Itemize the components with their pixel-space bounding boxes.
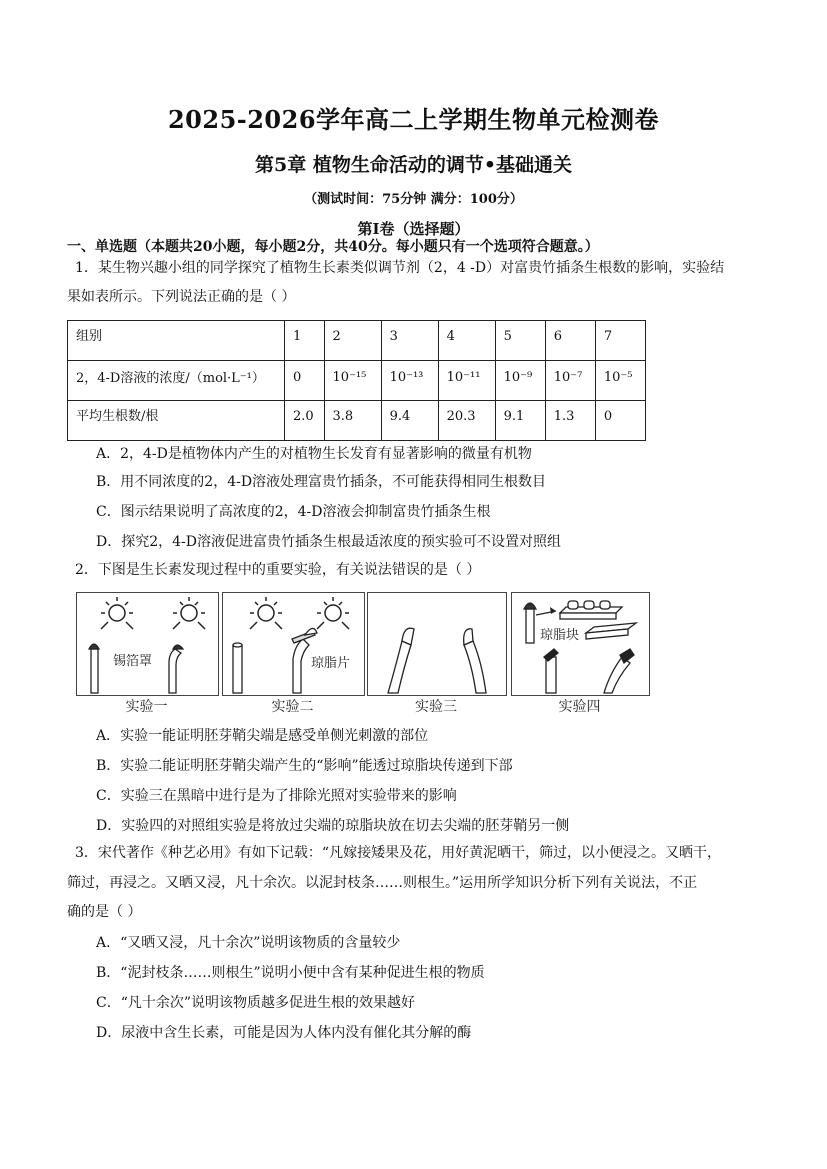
arrow-icon bbox=[550, 607, 556, 614]
table-row-root-count bbox=[68, 401, 646, 441]
sun-icon bbox=[250, 597, 282, 629]
experiment-1-drawing bbox=[77, 593, 218, 695]
group-cell: 3 bbox=[381, 321, 438, 361]
group-cell: 6 bbox=[545, 321, 595, 361]
root-count-cell: 3.8 bbox=[324, 401, 381, 441]
q1-option-d: D．探究2，4-D溶液促进富贵竹插条生根最适浓度的预实验可不设置对照组 bbox=[96, 534, 561, 550]
concentration-cell: 10⁻¹⁵ bbox=[324, 361, 381, 401]
q1-data-table bbox=[67, 320, 646, 441]
agar-block-tray bbox=[560, 601, 622, 619]
sun-icon bbox=[173, 597, 205, 629]
root-count-cell: 1.3 bbox=[545, 401, 595, 441]
q3-option-d: D．尿液中含生长素，可能是因为人体内没有催化其分解的酶 bbox=[96, 1025, 472, 1041]
row-header-group: 组别 bbox=[68, 321, 285, 361]
coleoptile-shape bbox=[524, 603, 536, 643]
experiment-1-panel bbox=[76, 592, 219, 696]
experiment-2-drawing bbox=[223, 593, 364, 695]
q3-option-a: A．“又晒又浸，凡十余次”说明该物质的含量较少 bbox=[96, 935, 401, 951]
root-count-cell: 9.1 bbox=[495, 401, 545, 441]
q2-option-a: A．实验一能证明胚芽鞘尖端是感受单侧光刺激的部位 bbox=[96, 728, 429, 744]
root-count-cell: 20.3 bbox=[438, 401, 495, 441]
root-count-cell: 0 bbox=[595, 401, 645, 441]
table-row-groups bbox=[68, 321, 646, 361]
sun-icon bbox=[101, 597, 133, 629]
experiment-4-label: 实验四 bbox=[558, 699, 601, 715]
root-count-cell: 9.4 bbox=[381, 401, 438, 441]
coleoptile-shape bbox=[169, 645, 183, 693]
root-count-cell: 2.0 bbox=[285, 401, 325, 441]
q2-option-c: C．实验三在黑暗中进行是为了排除光照对实验带来的影响 bbox=[96, 788, 457, 804]
q3-option-c: C．“凡十余次”说明该物质越多促进生根的效果越好 bbox=[96, 995, 416, 1011]
q1-option-c: C．图示结果说明了高浓度的2，4-D溶液会抑制富贵竹插条生根 bbox=[96, 504, 491, 520]
coleoptile-shape bbox=[604, 649, 634, 693]
concentration-cell: 10⁻⁵ bbox=[595, 361, 645, 401]
row-header-concentration: 2，4-D溶液的浓度/（mol·L⁻¹） bbox=[68, 361, 285, 401]
concentration-cell: 10⁻⁷ bbox=[545, 361, 595, 401]
concentration-cell: 10⁻¹³ bbox=[381, 361, 438, 401]
q3-stem-line1: 3．宋代著作《种艺必用》有如下记载：“凡嫁接矮果及花，用好黄泥晒干，筛过，以小便浸之。又晒干， bbox=[75, 845, 722, 861]
experiment-2-label: 实验二 bbox=[271, 699, 314, 715]
chapter-subtitle: 第5章 植物生命活动的调节•基础通关 bbox=[255, 154, 572, 176]
exam-time-info: （测试时间：75分钟 满分：100分） bbox=[304, 192, 523, 207]
concentration-cell: 10⁻¹¹ bbox=[438, 361, 495, 401]
group-cell: 1 bbox=[285, 321, 325, 361]
q2-stem: 2．下图是生长素发现过程中的重要实验，有关说法错误的是（ ） bbox=[75, 562, 481, 578]
group-cell: 2 bbox=[324, 321, 381, 361]
concentration-cell: 0 bbox=[285, 361, 325, 401]
page-title: 2025-2026学年高二上学期生物单元检测卷 bbox=[167, 105, 660, 134]
group-cell: 7 bbox=[595, 321, 645, 361]
q3-stem-line2: 筛过，再浸之。又晒又浸，凡十余次。以泥封枝条……则根生。”运用所学知识分析下列有关说法，不正 bbox=[67, 875, 698, 891]
agar-block-shape bbox=[586, 623, 636, 639]
q2-option-b: B．实验二能证明胚芽鞘尖端产生的“影响”能透过琼脂块传递到下部 bbox=[96, 758, 513, 774]
experiment-4-panel bbox=[511, 592, 650, 696]
group-cell: 4 bbox=[438, 321, 495, 361]
q3-stem-line3: 确的是（ ） bbox=[67, 904, 142, 920]
q1-option-a: A．2，4-D是植物体内产生的对植物生长发育有显著影响的微量有机物 bbox=[96, 446, 532, 462]
coleoptile-shape bbox=[89, 644, 99, 693]
sun-icon bbox=[317, 597, 349, 629]
volume-heading: 第Ⅰ卷（选择题） bbox=[357, 220, 470, 238]
table-row-concentration bbox=[68, 361, 646, 401]
agar-sheet-label: 琼脂片 bbox=[311, 656, 351, 671]
q1-stem-line2: 果如表所示。下列说法正确的是（ ） bbox=[67, 289, 296, 305]
tin-cap-label: 锡箔罩 bbox=[113, 654, 153, 669]
experiment-3-panel bbox=[367, 592, 507, 696]
q1-option-b: B．用不同浓度的2，4-D溶液处理富贵竹插条，不可能获得相同生根数目 bbox=[96, 474, 547, 490]
coleoptile-shape bbox=[544, 649, 558, 693]
coleoptile-shape bbox=[388, 628, 414, 693]
q3-option-b: B．“泥封枝条……则根生”说明小便中含有某种促进生根的物质 bbox=[96, 965, 485, 981]
row-header-root-count: 平均生根数/根 bbox=[68, 401, 285, 441]
experiment-2-panel bbox=[222, 592, 365, 696]
coleoptile-shape bbox=[464, 629, 486, 693]
group-cell: 5 bbox=[495, 321, 545, 361]
experiment-4-drawing bbox=[512, 593, 649, 695]
experiment-1-label: 实验一 bbox=[125, 699, 168, 715]
agar-block-label: 琼脂块 bbox=[540, 628, 580, 643]
experiment-3-drawing bbox=[368, 593, 506, 695]
section-heading: 一、单选题（本题共20小题，每小题2分，共40分。每小题只有一个选项符合题意。） bbox=[67, 239, 599, 255]
q1-stem-line1: 1．某生物兴趣小组的同学探究了植物生长素类似调节剂（2，4 -D）对富贵竹插条生根数的影响，实验结 bbox=[75, 260, 725, 276]
q2-option-d: D．实验四的对照组实验是将放过尖端的琼脂块放在切去尖端的胚芽鞘另一侧 bbox=[96, 818, 570, 834]
concentration-cell: 10⁻⁹ bbox=[495, 361, 545, 401]
coleoptile-shape bbox=[233, 643, 242, 693]
experiment-3-label: 实验三 bbox=[415, 699, 457, 715]
